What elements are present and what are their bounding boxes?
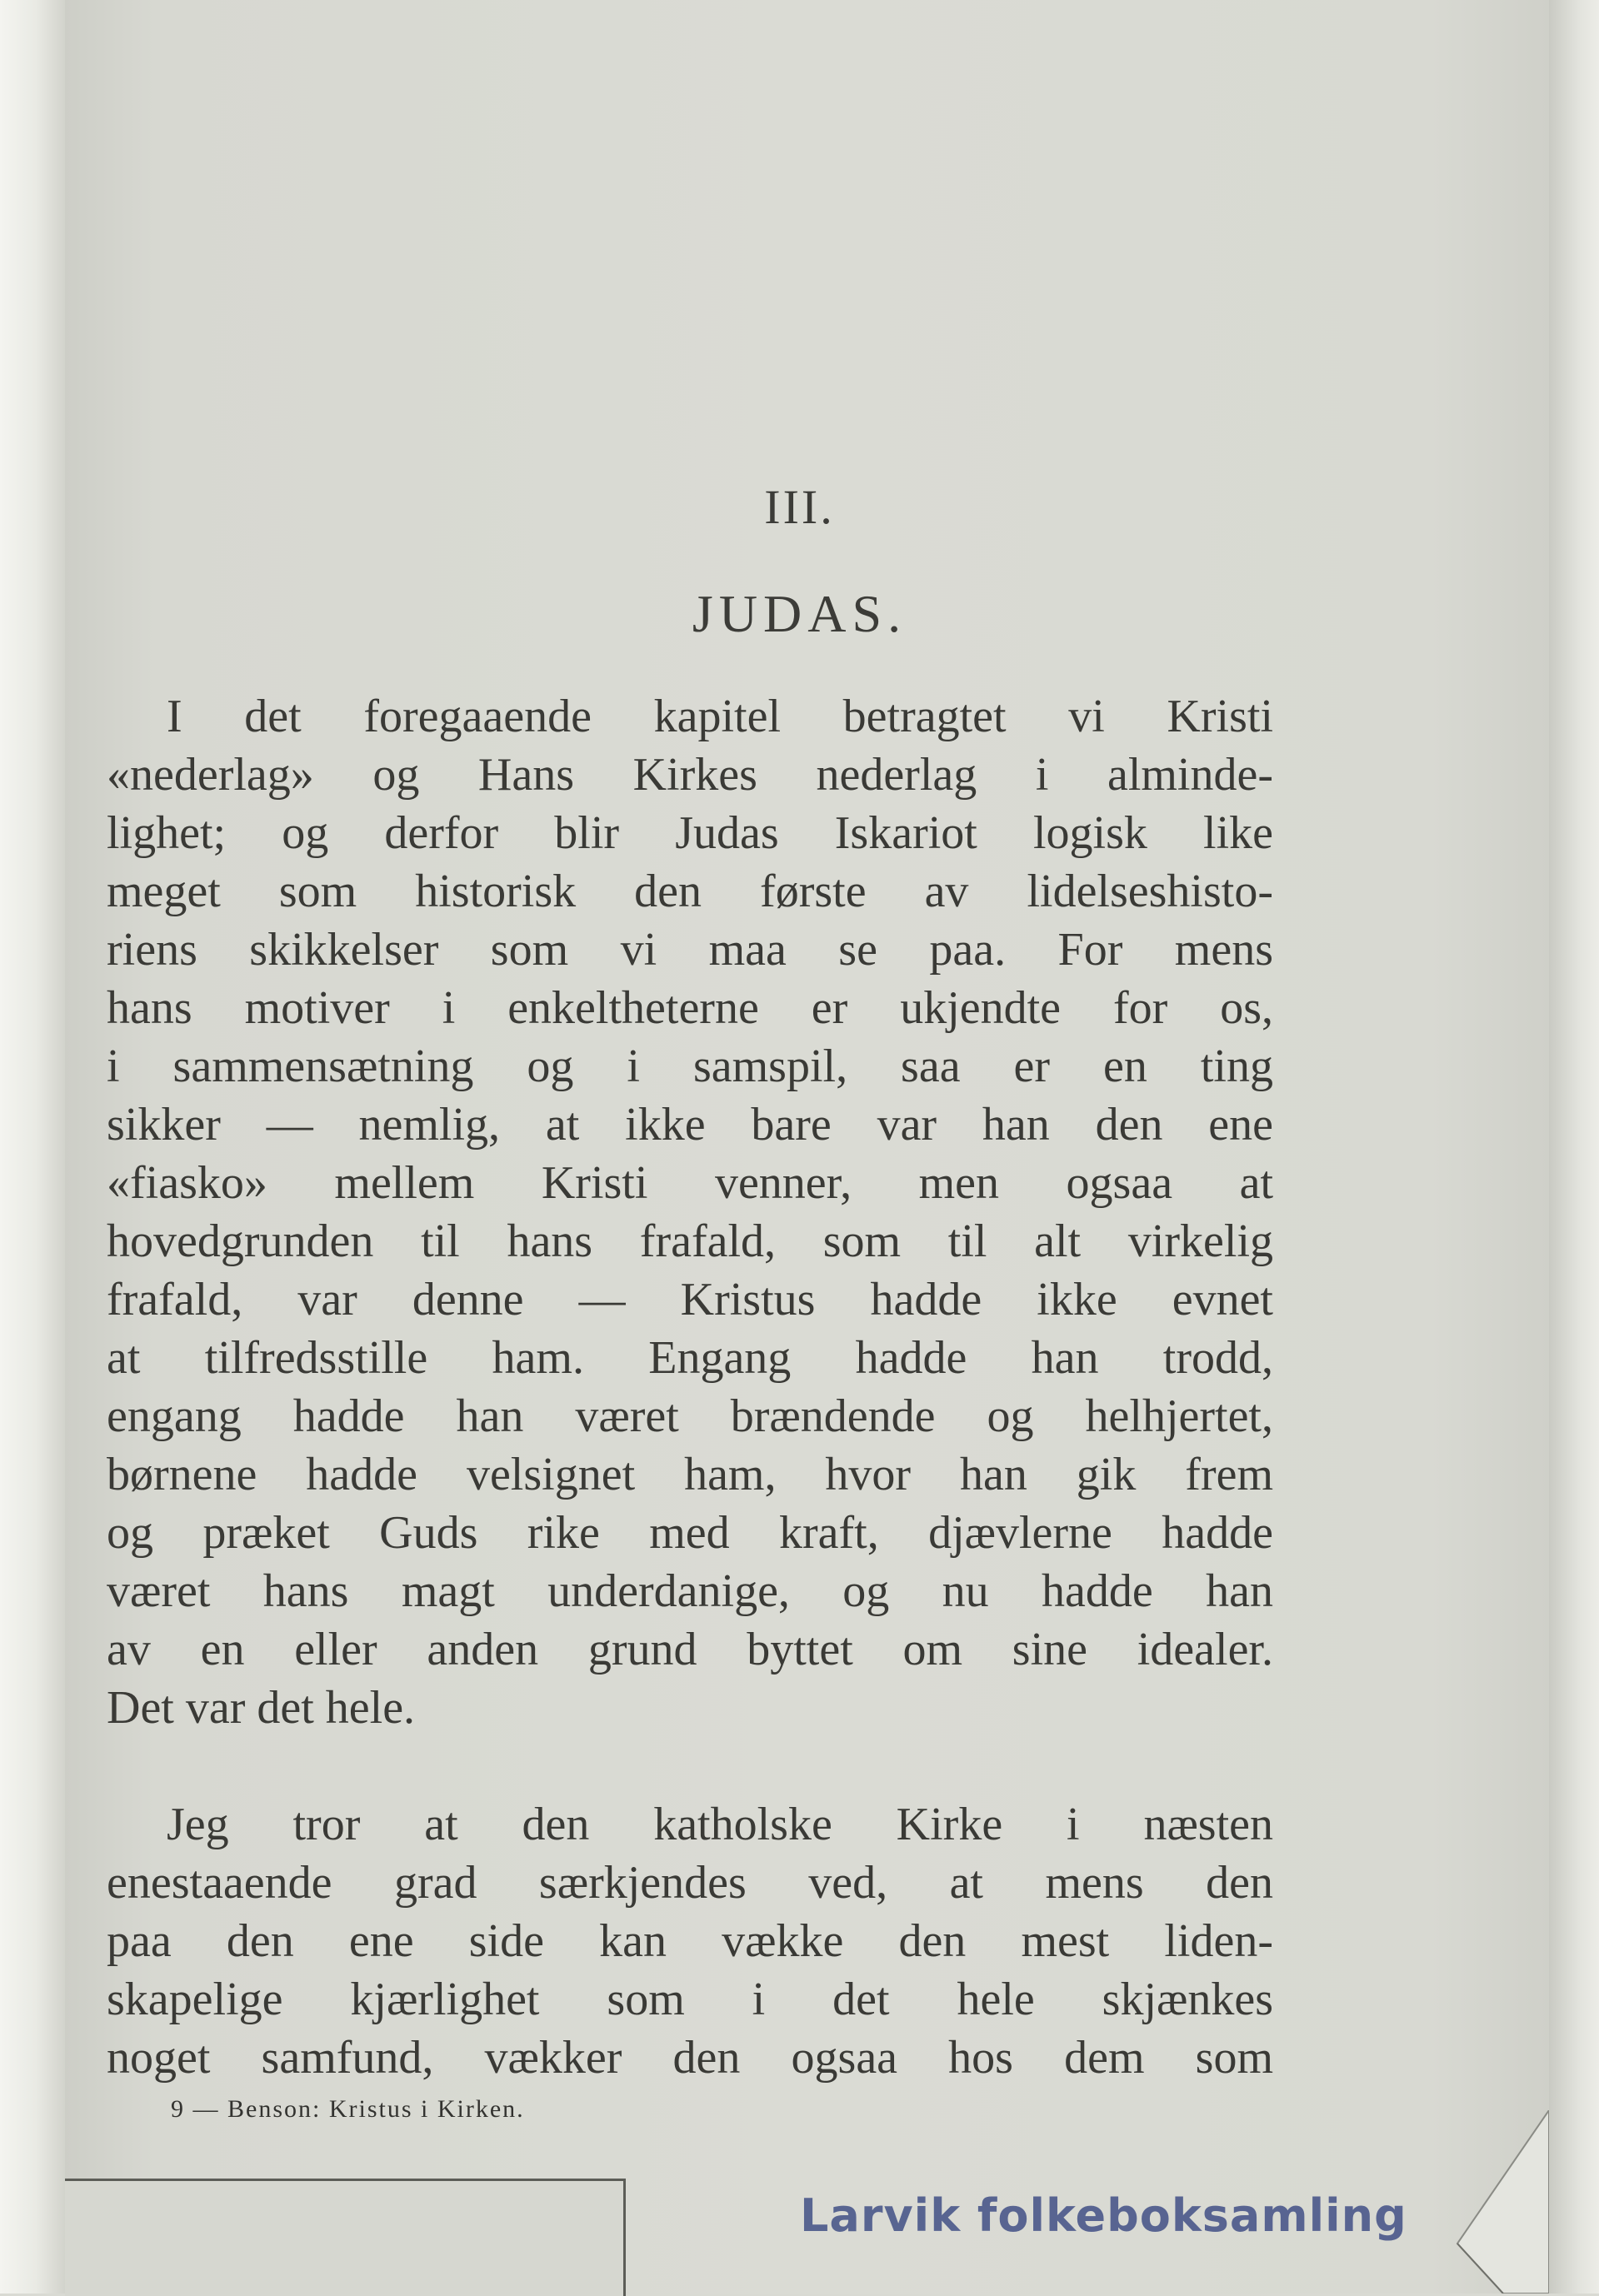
text-line: paa den ene side kan vække den mest liden- [107,1915,1273,1967]
text-line: hovedgrunden til hans frafald, som til alt virkelig [107,1215,1273,1267]
library-stamp: Larvik folkeboksamling [800,2189,1407,2242]
text-line: «nederlag» og Hans Kirkes nederlag i alminde- [107,749,1273,801]
footer-signature: 9 — Benson: Kristus i Kirken. [171,2095,525,2123]
text-line: av en eller anden grund byttet om sine idealer. [107,1624,1273,1675]
body-paragraph [107,687,1273,1737]
text-line: børnene hadde velsignet ham, hvor han gik frem [107,1449,1273,1500]
text-line: «fiasko» mellem Kristi venner, men ogsaa at [107,1157,1273,1209]
corner-fold-icon [1424,2110,1549,2294]
text-line: Jeg tror at den katholske Kirke i næsten [167,1799,1273,1850]
chapter-number: III. [764,480,835,534]
text-line: hans motiver i enkeltheterne er ukjendte for os, [107,982,1273,1034]
text-line: i sammensætning og i samspil, saa er en ting [107,1041,1273,1092]
library-label-box [65,2179,626,2296]
text-line: frafald, var denne — Kristus hadde ikke evnet [107,1274,1273,1325]
text-line: været hans magt underdanige, og nu hadde han [107,1565,1273,1617]
body-paragraph [107,1795,1273,2087]
chapter-title: JUDAS. [692,584,907,643]
text-line: meget som historisk den første av lidelseshisto- [107,866,1273,917]
text-line: noget samfund, vækker den ogsaa hos dem som [107,2032,1273,2084]
text-line: riens skikkelser som vi maa se paa. For mens [107,924,1273,976]
text-line: lighet; og derfor blir Judas Iskariot logisk like [107,807,1273,859]
text-line: Det var det hele. [107,1682,416,1734]
left-page-edge [0,0,65,2294]
text-line: at tilfredsstille ham. Engang hadde han trodd, [107,1332,1273,1384]
text-line: engang hadde han været brændende og helhjertet, [107,1390,1273,1442]
text-line: sikker — nemlig, at ikke bare var han den ene [107,1099,1273,1150]
right-page-edge [1549,0,1599,2294]
text-line: enestaaende grad særkjendes ved, at mens den [107,1857,1273,1909]
text-line: og præket Guds rike med kraft, djævlerne hadde [107,1507,1273,1559]
text-line: I det foregaaende kapitel betragtet vi Kristi [167,691,1273,742]
text-line: skapelige kjærlighet som i det hele skjænkes [107,1974,1273,2025]
